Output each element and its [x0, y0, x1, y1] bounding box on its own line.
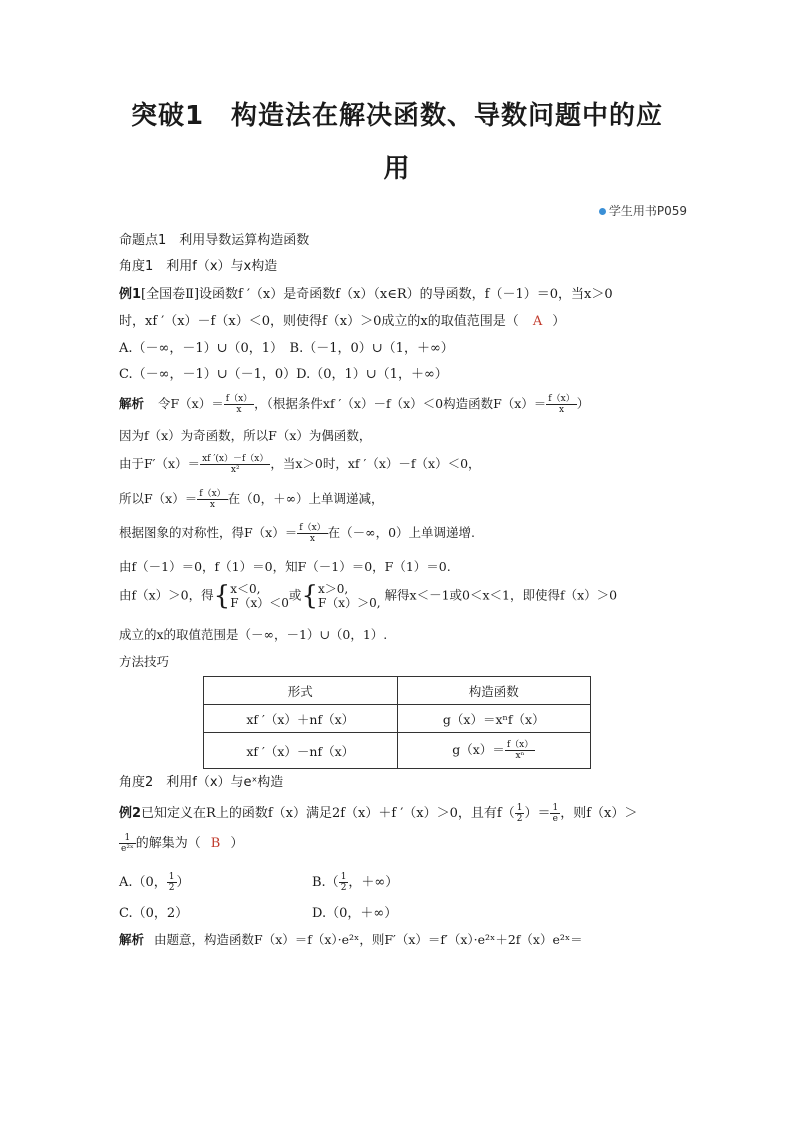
fraction-numerator: f（x）: [299, 523, 326, 533]
case-line: x＜0,: [230, 582, 261, 596]
left-brace-icon: {: [213, 581, 231, 611]
example2-line2-text: 的解集为（: [135, 836, 201, 851]
example2-text-b: ）＝: [524, 806, 551, 821]
table-cell-text: g（x）＝: [452, 742, 505, 757]
or-text: 或: [288, 587, 302, 603]
example2-line2: [119, 832, 243, 854]
fraction-fx-over-x: [297, 523, 327, 544]
fraction-fx-over-x: [197, 489, 227, 510]
solution1-text-c: ）: [576, 396, 590, 411]
example1-options-cd: C.（－∞，－1）∪（－1，0）D.（0，1）∪（1，＋∞）: [119, 367, 448, 382]
page-title-line1: 突破1 构造法在解决函数、导数问题中的应: [130, 101, 664, 131]
example2-option-b: [312, 871, 398, 893]
fraction-numerator: f（x）: [506, 740, 534, 750]
fraction-fx-over-xn: [505, 740, 535, 761]
solution3-text-a: 由于F′（x）＝: [119, 456, 201, 471]
example1-line2: [119, 310, 565, 329]
table-row: [204, 733, 591, 769]
fraction-denominator: xⁿ: [515, 751, 525, 761]
fraction-numerator: 1: [168, 872, 175, 882]
example1-label: 例1: [119, 287, 142, 302]
solution-label: 解析: [119, 932, 145, 947]
example2-option-c: C.（0，2）: [119, 906, 189, 921]
fraction-derivative: [200, 454, 270, 475]
solution7-text-a: 由f（x）＞0，得: [119, 587, 214, 603]
angle1-heading: 角度1 利用f（x）与x构造: [119, 259, 278, 274]
fraction-denominator: e: [552, 814, 558, 824]
bullet-dot-icon: [599, 208, 606, 215]
case-line: x＞0,: [317, 582, 349, 596]
fraction-one-over-e2x: [119, 833, 136, 854]
fraction-denominator: 2: [516, 814, 523, 824]
table-cell: g（x）＝xⁿf（x）: [397, 705, 591, 733]
page-title-line2: 用: [383, 154, 411, 184]
left-brace-icon: {: [301, 581, 318, 611]
solution-line2: 因为f（x）为奇函数，所以F（x）为偶函数，: [119, 428, 372, 443]
method-table: [203, 676, 591, 769]
fraction-numerator: f（x）: [199, 489, 226, 499]
solution5-text-b: 在（－∞，0）上单调递增.: [327, 525, 475, 540]
solution-line6: 由f（－1）＝0，f（1）＝0，知F（－1）＝0，F（1）＝0.: [119, 559, 451, 574]
case-line: F（x）＞0,: [317, 596, 381, 610]
solution-line3: [119, 454, 481, 475]
solution1-text-a: 令F（x）＝: [158, 396, 224, 411]
solution-line8: 成立的x的取值范围是（－∞，－1）∪（0，1）.: [119, 627, 388, 642]
fraction-one-over-e: [550, 803, 560, 824]
example1-text-a: [全国卷Ⅱ]设函数f ′（x）是奇函数f（x）（x∈R）的导函数，f（－1）＝0，当x＞0: [141, 287, 613, 302]
fraction-numerator: f（x）: [225, 394, 253, 404]
proposition-heading: 命题点1 利用导数运算构造函数: [119, 233, 310, 248]
fraction-denominator: 2: [168, 883, 175, 893]
option-a-text-b: ）: [176, 875, 190, 890]
fraction-numerator: 1: [340, 872, 347, 882]
angle2-heading: 角度2 利用f（x）与eˣ构造: [119, 775, 284, 790]
fraction-one-half: [167, 872, 177, 893]
fraction-denominator: x: [236, 405, 242, 415]
solution-line4: [119, 489, 384, 510]
fraction-denominator: e²ˣ: [121, 844, 134, 854]
example1-line1: [119, 283, 613, 302]
fraction-denominator: x: [558, 405, 565, 415]
example2-option-a: [119, 871, 190, 893]
example2-line1: [119, 802, 637, 824]
example2-answer: B: [210, 836, 221, 851]
example2-text-a: 已知定义在R上的函数f（x）满足2f（x）＋f ′（x）＞0，且有f（: [141, 806, 515, 821]
fraction-numerator: f（x）: [548, 394, 575, 404]
solution5-text-a: 根据图象的对称性，得F（x）＝: [119, 525, 298, 540]
fraction-fx-over-x: [546, 394, 576, 415]
fraction-denominator: x: [209, 500, 215, 510]
example2-label: 例2: [119, 806, 142, 821]
method-heading: 方法技巧: [119, 654, 170, 669]
solution1-line1: [119, 394, 589, 415]
fraction-numerator: 1: [552, 803, 559, 813]
table-header-row: [204, 677, 591, 705]
tag-text: 学生用书P059: [608, 204, 687, 218]
solution-label: 解析: [119, 396, 145, 411]
solution4-text-b: 在（0，＋∞）上单调递减，: [227, 491, 384, 506]
option-a-text-a: A.（0，: [119, 875, 167, 890]
fraction-numerator: 1: [516, 803, 523, 813]
solution2-line1: [119, 930, 583, 948]
solution7-text-b: 解得x＜－1或0＜x＜1，即使得f（x）＞0: [384, 587, 618, 603]
fraction-one-half: [339, 872, 349, 893]
fraction-one-half: [515, 803, 525, 824]
table-cell: [397, 733, 591, 769]
solution4-text-a: 所以F（x）＝: [119, 491, 198, 506]
case-system-2: [318, 582, 381, 610]
case-system-1: [230, 582, 289, 610]
table-cell: xf ′（x）－nf（x）: [204, 733, 398, 769]
option-b-text-a: B.（: [312, 875, 339, 890]
fraction-fx-over-x: [224, 394, 254, 415]
solution3-text-b: ，当x＞0时，xf ′（x）－f（x）＜0，: [270, 456, 481, 471]
solution2-text: 由题意，构造函数F（x）＝f（x）·e²ˣ，则F′（x）＝f′（x）·e²ˣ＋2f（x）e²ˣ＝: [154, 932, 583, 947]
table-header-cell: 构造函数: [397, 677, 591, 705]
table-header-cell: 形式: [204, 677, 398, 705]
example1-options-ab: A.（－∞，－1）∪（0，1） B.（－1，0）∪（1，＋∞）: [119, 341, 454, 356]
option-b-text-b: ，＋∞）: [348, 875, 399, 890]
solution-line7: [119, 582, 617, 610]
fraction-numerator: 1: [119, 833, 136, 844]
case-line: F（x）＜0: [230, 596, 289, 610]
example1-text-b: 时，xf ′（x）－f（x）＜0，则使得f（x）＞0成立的x的取值范围是（: [119, 314, 519, 329]
student-book-tag: [599, 202, 687, 219]
table-row: [204, 705, 591, 733]
solution1-text-b: ，（根据条件xf ′（x）－f（x）＜0构造函数F（x）＝: [254, 396, 547, 411]
example2-text-c: ，则f（x）＞: [560, 806, 638, 821]
example2-close: ）: [230, 836, 244, 851]
fraction-denominator: x²: [230, 465, 240, 475]
fraction-denominator: x: [309, 534, 315, 544]
example1-close: ）: [552, 314, 566, 329]
table-cell: xf ′（x）＋nf（x）: [204, 705, 398, 733]
example1-answer: A: [532, 314, 543, 329]
fraction-numerator: xf ′(x）－f（x）: [202, 454, 269, 464]
fraction-denominator: 2: [340, 883, 347, 893]
example2-option-d: D.（0，＋∞）: [312, 906, 398, 921]
solution-line5: [119, 523, 475, 544]
